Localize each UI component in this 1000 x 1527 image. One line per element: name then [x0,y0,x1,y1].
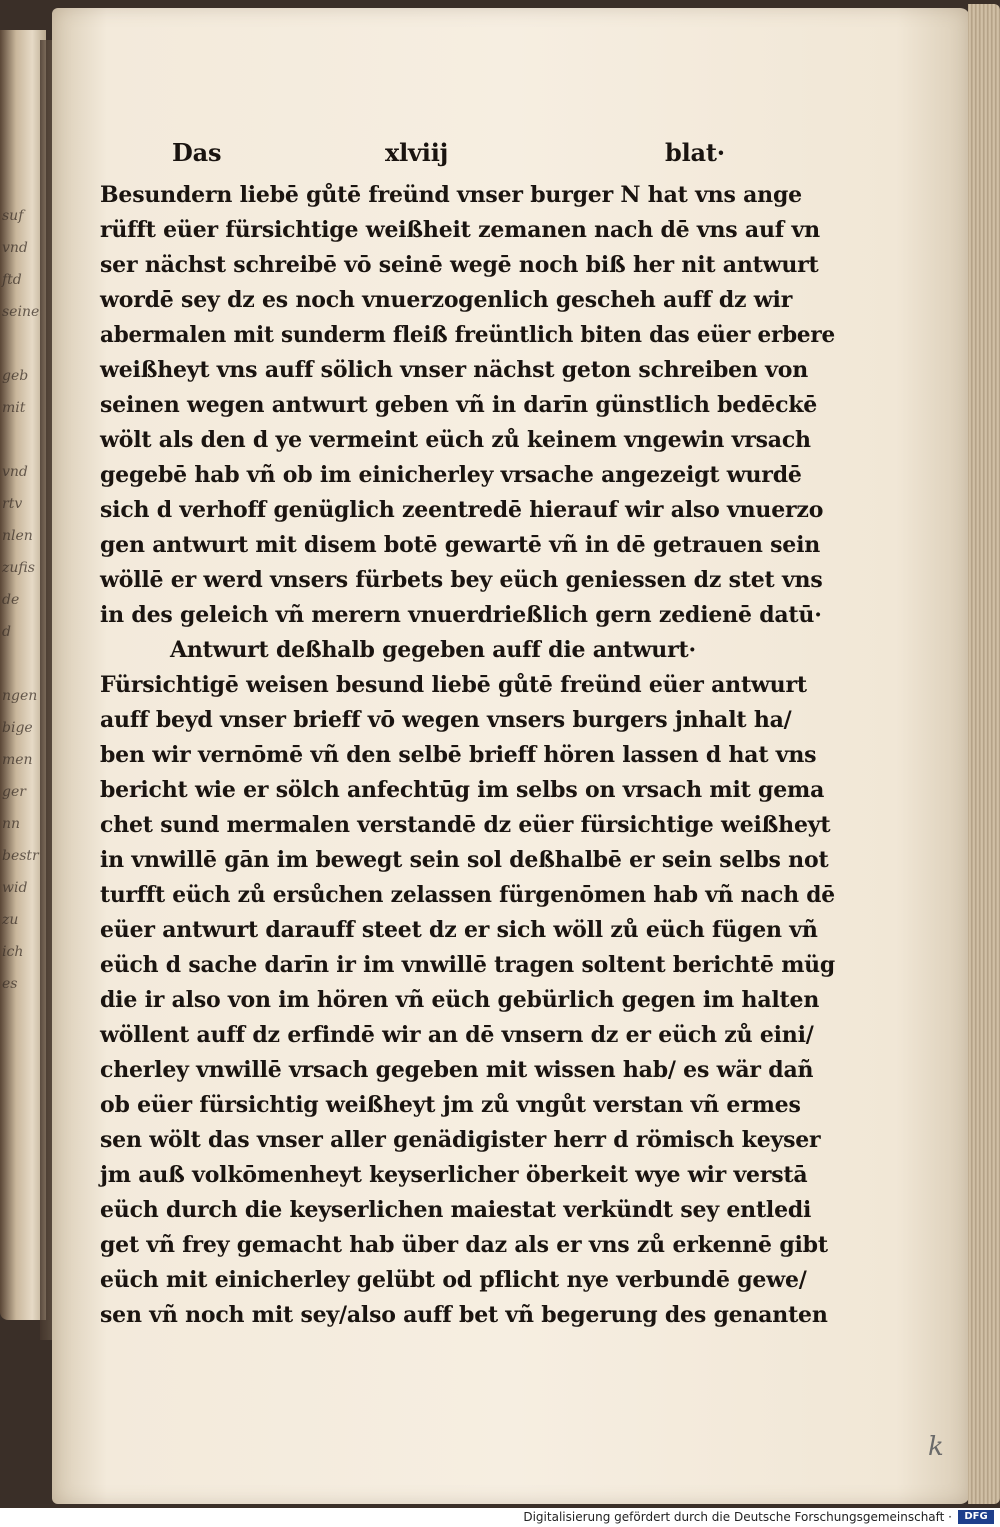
text-line: abermalen mit sunderm fleiß freüntlich biten das eüer erbere [100,322,835,348]
text-line: sen wölt das vnser aller genädigister herr d römisch keyser [100,1127,821,1153]
text-line: wöllent auff dz erfindē wir an dē vnsern dz er eüch zů eini/ [100,1022,814,1048]
text-line: chet sund mermalen verstandē dz eüer fürsichtige weißheyt [100,812,831,838]
text-line: ben wir vernōmē vñ den selbē brieff hören lassen d hat vns [100,742,817,768]
text-line: in des geleich vñ merern vnuerdrießlich gern zedienē datū· [100,602,822,628]
text-line: bericht wie er sölch anfechtūg im selbs on vrsach mit gema [100,777,825,803]
signature-mark: k [928,1432,944,1462]
text-line: weißheyt vns auff sölich vnser nächst geton schreiben von [100,357,809,383]
text-line: auff beyd vnser brieff vō wegen vnsers burgers jnhalt ha/ [100,707,792,733]
text-line: gegebē hab vñ ob im einicherley vrsache angezeigt wurdē [100,462,802,488]
text-line: get vñ frey gemacht hab über daz als er vns zů erkennē gibt [100,1232,828,1258]
text-line: wordē sey dz es noch vnuerzogenlich gescheh auff dz wir [100,287,793,313]
footer-bar [0,1508,1000,1527]
text-line: wölt als den d ye vermeint eüch zů keinem vngewin vrsach [100,427,811,453]
text-line: die ir also von im hören vñ eüch gebürlich gegen im halten [100,987,820,1013]
text-line: eüch mit einicherley gelübt od pflicht nye verbundē gewe/ [100,1267,807,1293]
text-line: turfft eüch zů ersůchen zelassen fürgenōmen hab vñ nach dē [100,882,835,908]
page-stack-edge [968,4,1000,1504]
text-line: seinen wegen antwurt geben vñ in darīn günstlich bedēckē [100,392,818,418]
text-line: sich d verhoff genüglich zeentredē hierauf wir also vnuerzo [100,497,824,523]
running-header [100,138,835,178]
left-page-text-fragments: suf vnd ftd seine geb mit vnd rtv nlen zufis de d ngen bige men ger nn bestr wid zu ich es [2,208,40,992]
text-line: jm auß volkōmenheyt keyserlicher öberkeit wye wir verstā [100,1162,808,1188]
text-line: gen antwurt mit disem botē gewartē vñ in dē getrauen sein [100,532,821,558]
text-lines [100,178,835,1333]
text-line: in vnwillē gān im bewegt sein sol deßhalbē er sein selbs not [100,847,829,873]
text-line: ser nächst schreibē vō seinē wegē noch biß her nit antwurt [100,252,819,278]
text-line: eüch d sache darīn ir im vnwillē tragen soltent berichtē müg [100,952,836,978]
header-left: Das [172,138,222,167]
text-line: sen vñ noch mit sey/also auff bet vñ begerung des genanten [100,1302,828,1328]
text-line: Fürsichtigē weisen besund liebē gůtē freünd eüer antwurt [100,672,807,698]
text-line: rüfft eüer fürsichtige weißheit zemanen nach dē vns auf vn [100,217,820,243]
page-text-block [100,138,835,1333]
text-line: eüer antwurt darauff steet dz er sich wöll zů eüch fügen vñ [100,917,818,943]
funding-notice: Digitalisierung gefördert durch die Deutsche Forschungsgemeinschaft · [523,1510,952,1524]
text-line: ob eüer fürsichtig weißheyt jm zů vngůt verstan vñ ermes [100,1092,801,1118]
text-line: wöllē er werd vnsers fürbets bey eüch geniessen dz stet vns [100,567,823,593]
header-right: blat· [665,138,725,167]
folio-number: xlviij [385,138,449,167]
text-line: cherley vnwillē vrsach gegeben mit wissen hab/ es wär dañ [100,1057,814,1083]
text-line: eüch durch die keyserlichen maiestat verkündt sey entledi [100,1197,812,1223]
text-line: Besundern liebē gůtē freünd vnser burger N hat vns ange [100,182,802,208]
text-line: Antwurt deßhalb gegeben auff die antwurt· [170,637,696,663]
dfg-logo: DFG [958,1510,994,1524]
